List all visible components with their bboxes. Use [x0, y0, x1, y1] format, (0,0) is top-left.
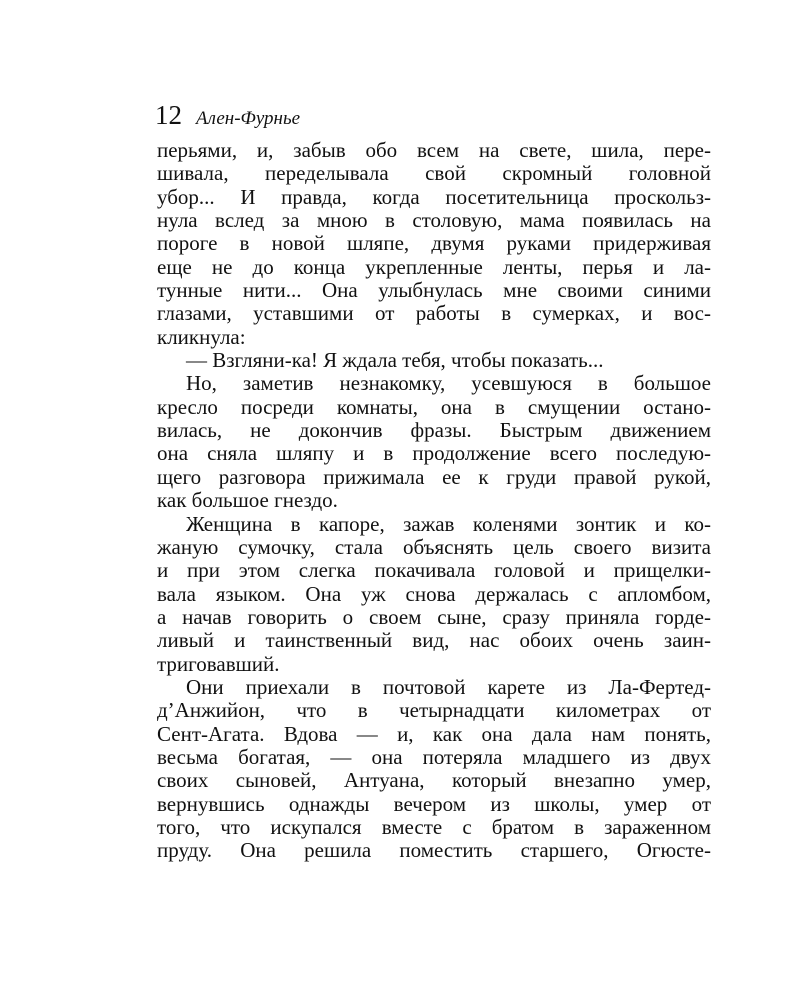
text-line: щего разговора прижимала ее к груди правой рукой,	[157, 465, 711, 489]
text-line: кликнула:	[157, 325, 246, 349]
text-line: ливый и таинственный вид, нас обоих очень заин-	[157, 629, 711, 653]
text-line: Они приехали в почтовой карете из Ла-Фертед-	[186, 675, 711, 699]
page-number: 12	[155, 100, 182, 130]
text-line: вилась, не докончив фразы. Быстрым движением	[157, 419, 711, 443]
text-line: триговавший.	[157, 652, 280, 676]
text-line: нула вслед за мною в столовую, мама появилась на	[157, 209, 711, 233]
text-line: вернувшись однажды вечером из школы, умер от	[157, 792, 711, 816]
text-line: весьма богатая, — она потеряла младшего из двух	[157, 745, 711, 769]
text-line: убор... И правда, когда посетительница проскольз-	[157, 185, 711, 209]
body-text	[157, 139, 711, 863]
text-line: пруду. Она решила поместить старшего, Огюсте-	[157, 839, 711, 863]
text-line: жаную сумочку, стала объяснять цель своего визита	[157, 535, 711, 559]
text-line: еще не до конца укрепленные ленты, перья и ла-	[157, 255, 711, 279]
text-line: и при этом слегка покачивала головой и прищелки-	[157, 559, 711, 583]
text-line: глазами, уставшими от работы в сумерках, и вос-	[157, 302, 711, 326]
text-line: Сент-Агата. Вдова — и, как она дала нам понять,	[157, 722, 711, 746]
text-line: вала языком. Она уж снова держалась с апломбом,	[157, 582, 711, 606]
text-line: Женщина в капоре, зажав коленями зонтик и ко-	[186, 512, 711, 536]
text-line: кресло посреди комнаты, она в смущении остано-	[157, 395, 711, 419]
running-title: Ален-Фурнье	[196, 108, 301, 129]
text-line: тунные нити... Она улыбнулась мне своими синими	[157, 279, 711, 303]
text-line: она сняла шляпу и в продолжение всего последую-	[157, 442, 711, 466]
text-line: — Взгляни-ка! Я ждала тебя, чтобы показать...	[186, 349, 604, 373]
text-line: Но, заметив незнакомку, усевшуюся в большое	[186, 372, 711, 396]
text-line: как большое гнездо.	[157, 489, 338, 513]
text-line: пороге в новой шляпе, двумя руками придерживая	[157, 232, 711, 256]
page-header	[155, 98, 300, 136]
text-line: того, что искупался вместе с братом в зараженном	[157, 815, 711, 839]
text-line: перьями, и, забыв обо всем на свете, шила, пере-	[157, 139, 711, 162]
text-line: своих сыновей, Антуана, который внезапно умер,	[157, 769, 711, 793]
text-line: д’Анжийон, что в четырнадцати километрах от	[157, 699, 711, 723]
text-line: шивала, переделывала свой скромный головной	[157, 162, 711, 186]
text-line: а начав говорить о своем сыне, сразу приняла горде-	[157, 605, 711, 629]
